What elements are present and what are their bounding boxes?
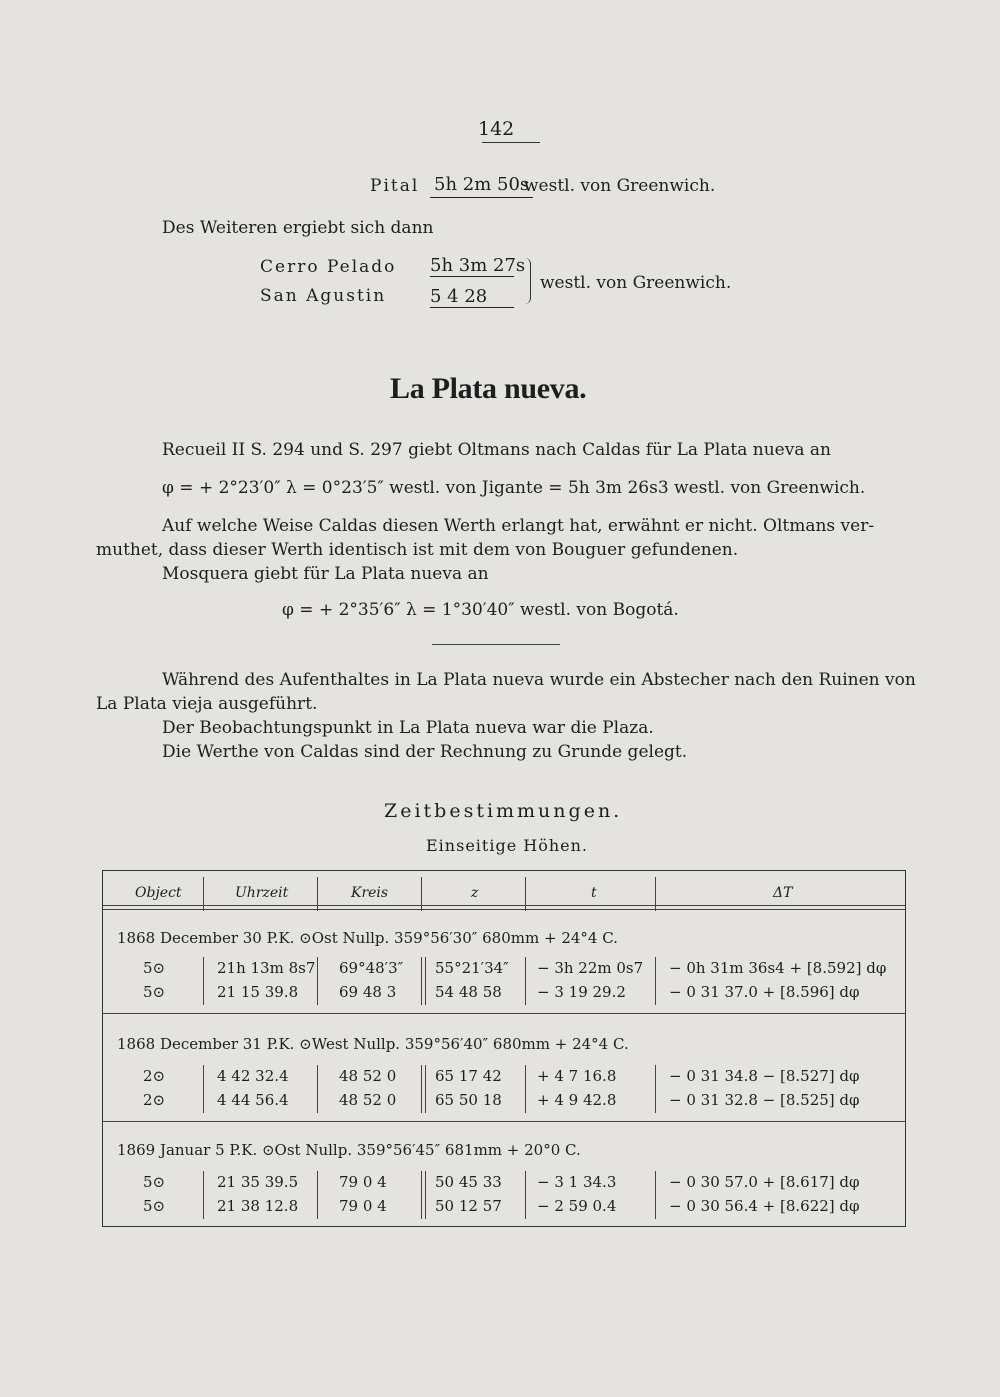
table-cell: − 0 31 32.8 − [8.525] dφ <box>669 1091 860 1109</box>
paragraph: La Plata vieja ausgeführt. <box>96 694 318 714</box>
pital-time: 5h 2m 50s <box>430 174 533 198</box>
table-cell: 5⊙ <box>143 983 166 1001</box>
table-cell: 54 48 58 <box>435 983 502 1001</box>
header-rule <box>103 905 905 906</box>
paragraph: Mosquera giebt für La Plata nueva an <box>162 564 489 584</box>
cell-divider <box>425 957 426 1005</box>
group-header: 1869 Januar 5 P.K. ⊙Ost Nullp. 359°56′45″ 681mm + 20°0 C. <box>117 1141 581 1159</box>
cell-divider <box>203 957 204 1005</box>
paragraph: Die Werthe von Caldas sind der Rechnung zu Grunde gelegt. <box>162 742 688 762</box>
table-cell: 69°48′3″ <box>339 959 404 977</box>
page-number-rule <box>482 142 540 143</box>
table-cell: 2⊙ <box>143 1067 166 1085</box>
table-cell: − 0 31 34.8 − [8.527] dφ <box>669 1067 860 1085</box>
table-cell: 50 45 33 <box>435 1173 502 1191</box>
table-cell: 5⊙ <box>143 1173 166 1191</box>
paragraph: Während des Aufenthaltes in La Plata nueva wurde ein Abstecher nach den Ruinen von <box>162 670 916 690</box>
column-header: Kreis <box>351 885 389 901</box>
column-header: ΔT <box>773 885 793 901</box>
places-suffix: westl. von Greenwich. <box>540 273 732 293</box>
observation-table <box>102 870 906 1227</box>
weiteren-text: Des Weiteren ergiebt sich dann <box>162 218 434 238</box>
table-cell: 5⊙ <box>143 959 166 977</box>
pital-label: Pital <box>370 176 420 196</box>
cell-divider <box>421 1171 422 1219</box>
paragraph: Auf welche Weise Caldas diesen Werth erlangt hat, erwähnt er nicht. Oltmans ver- <box>162 516 875 536</box>
section-heading: Zeitbestimmungen. <box>384 800 623 822</box>
place-name: San Agustin <box>260 286 387 306</box>
cell-divider <box>525 957 526 1005</box>
paragraph: Der Beobachtungspunkt in La Plata nueva war die Plaza. <box>162 718 654 738</box>
place-name: Cerro Pelado <box>260 257 397 277</box>
table-cell: 21 15 39.8 <box>217 983 299 1001</box>
table-cell: 48 52 0 <box>339 1067 397 1085</box>
cell-divider <box>203 1065 204 1113</box>
table-cell: − 3h 22m 0s7 <box>537 959 644 977</box>
cell-divider <box>317 957 318 1005</box>
table-cell: 4 44 56.4 <box>217 1091 289 1109</box>
place-time: 5h 3m 27s <box>430 255 526 276</box>
cell-divider <box>525 1171 526 1219</box>
cell-divider <box>425 1171 426 1219</box>
cell-divider <box>525 1065 526 1113</box>
table-cell: + 4 9 42.8 <box>537 1091 617 1109</box>
cell-divider <box>317 1065 318 1113</box>
table-cell: − 3 1 34.3 <box>537 1173 617 1191</box>
table-cell: 5⊙ <box>143 1197 166 1215</box>
coordinates-mosquera: φ = + 2°35′6″ λ = 1°30′40″ westl. von Bogotá. <box>282 600 679 620</box>
table-cell: 4 42 32.4 <box>217 1067 289 1085</box>
table-cell: 55°21′34″ <box>435 959 509 977</box>
paragraph: muthet, dass dieser Werth identisch ist mit dem von Bouguer gefundenen. <box>96 540 739 560</box>
table-cell: 65 17 42 <box>435 1067 502 1085</box>
table-cell: 21 35 39.5 <box>217 1173 299 1191</box>
column-header: t <box>591 885 597 901</box>
table-cell: 48 52 0 <box>339 1091 397 1109</box>
paragraph: Recueil II S. 294 und S. 297 giebt Oltmans nach Caldas für La Plata nueva an <box>162 440 831 460</box>
header-rule <box>103 909 905 910</box>
table-cell: − 2 59 0.4 <box>537 1197 617 1215</box>
cell-divider <box>655 1065 656 1113</box>
pital-suffix: westl. von Greenwich. <box>524 176 716 196</box>
subsection-heading: Einseitige Höhen. <box>426 836 588 855</box>
cell-divider <box>655 1171 656 1219</box>
group-rule <box>103 1013 905 1014</box>
cell-divider <box>425 1065 426 1113</box>
divider <box>432 644 560 645</box>
cell-divider <box>421 1065 422 1113</box>
table-cell: 21h 13m 8s7 <box>217 959 316 977</box>
column-header: Uhrzeit <box>235 885 289 901</box>
table-cell: 2⊙ <box>143 1091 166 1109</box>
cell-divider <box>421 957 422 1005</box>
table-cell: − 0 30 56.4 + [8.622] dφ <box>669 1197 860 1215</box>
table-cell: 65 50 18 <box>435 1091 502 1109</box>
group-rule <box>103 1121 905 1122</box>
table-cell: 50 12 57 <box>435 1197 502 1215</box>
coordinates-caldas: φ = + 2°23′0″ λ = 0°23′5″ westl. von Jigante = 5h 3m 26s3 westl. von Greenwich. <box>162 478 866 498</box>
table-cell: 79 0 4 <box>339 1197 387 1215</box>
place-time: 5 4 28 <box>430 286 514 308</box>
table-cell: + 4 7 16.8 <box>537 1067 617 1085</box>
table-cell: − 0 31 37.0 + [8.596] dφ <box>669 983 860 1001</box>
table-cell: − 3 19 29.2 <box>537 983 626 1001</box>
table-cell: − 0h 31m 36s4 + [8.592] dφ <box>669 959 887 977</box>
group-header: 1868 December 30 P.K. ⊙Ost Nullp. 359°56′30″ 680mm + 24°4 C. <box>117 929 618 947</box>
column-header: z <box>471 885 479 901</box>
brace <box>522 258 531 304</box>
column-header: Object <box>135 885 182 901</box>
table-cell: − 0 30 57.0 + [8.617] dφ <box>669 1173 860 1191</box>
group-header: 1868 December 31 P.K. ⊙West Nullp. 359°56′40″ 680mm + 24°4 C. <box>117 1035 629 1053</box>
section-title: La Plata nueva. <box>390 372 587 405</box>
table-cell: 69 48 3 <box>339 983 397 1001</box>
page-number: 142 <box>478 118 515 140</box>
cell-divider <box>655 957 656 1005</box>
table-cell: 21 38 12.8 <box>217 1197 299 1215</box>
cell-divider <box>203 1171 204 1219</box>
table-cell: 79 0 4 <box>339 1173 387 1191</box>
cell-divider <box>317 1171 318 1219</box>
